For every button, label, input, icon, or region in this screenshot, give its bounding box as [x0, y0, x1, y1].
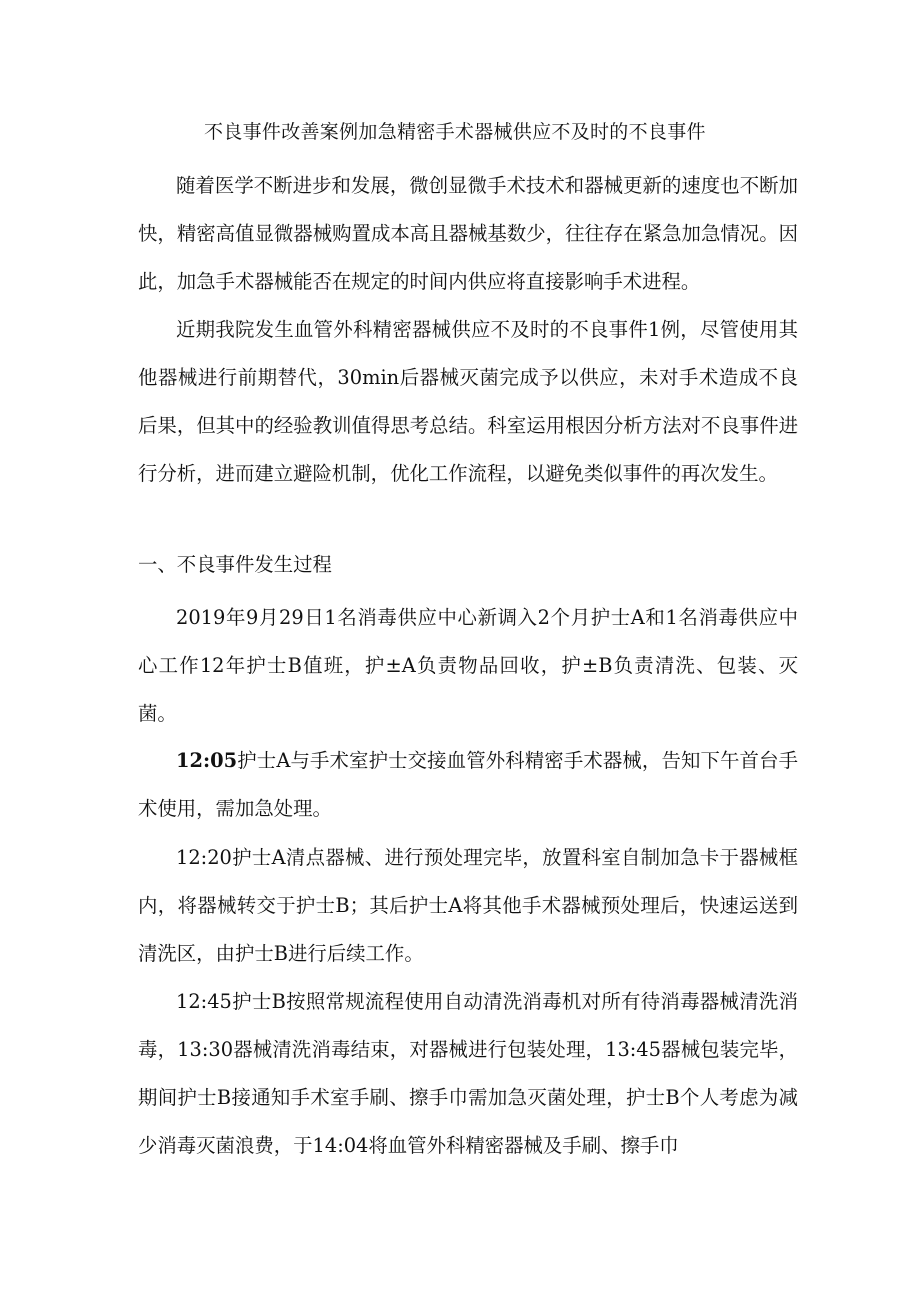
- intro-paragraph: 随着医学不断进步和发展，微创显微手术技术和器械更新的速度也不断加快，精密高值显微器械购置成本高且器械基数少，往往存在紧急加急情况。因此，加急手术器械能否在规定的时间内供应将直接影响手术进程。: [138, 174, 798, 293]
- background-paragraph: 近期我院发生血管外科精密器械供应不及时的不良事件1例，尽管使用其他器械进行前期替代，30min后器械灭菌完成予以供应，未对手术造成不良后果，但其中的经验教训值得思考总结。科室运用根因分析方法对不良事件进行分析，进而建立避险机制，优化工作流程，以避免类似事件的再次发生。: [138, 318, 798, 485]
- section-heading: 一、不良事件发生过程: [138, 553, 332, 576]
- event-paragraph-3: 12:20护士A清点器械、进行预处理完毕，放置科室自制加急卡于器械框内，将器械转交于护士B；其后护士A将其他手术器械预处理后，快速运送到清洗区，由护士B进行后续工作。: [138, 846, 798, 965]
- event-paragraph-4: 12:45护士B按照常规流程使用自动清洗消毒机对所有待消毒器械清洗消毒，13:30器械清洗消毒结束，对器械进行包装处理，13:45器械包装完毕，期间护士B接通知手术室手刷、擦手巾需加急灭菌处理，护士B个人考虑为减少消毒灭菌浪费，于14:04将血管外科精密器械及手刷、擦手巾: [138, 990, 798, 1157]
- event-paragraph-2-text: 护士A与手术室护士交接血管外科精密手术器械，告知下午首台手术使用，需加急处理。: [138, 749, 798, 820]
- event-paragraph-2: [138, 737, 798, 833]
- event-time-bold: 12:05: [176, 749, 238, 772]
- document-title: 不良事件改善案例加急精密手术器械供应不及时的不良事件: [204, 121, 706, 143]
- event-paragraph-1: 2019年9月29日1名消毒供应中心新调入2个月护士A和1名消毒供应中心工作12年护士B值班，护±A负责物品回收，护±B负责清洗、包装、灭菌。: [138, 606, 798, 725]
